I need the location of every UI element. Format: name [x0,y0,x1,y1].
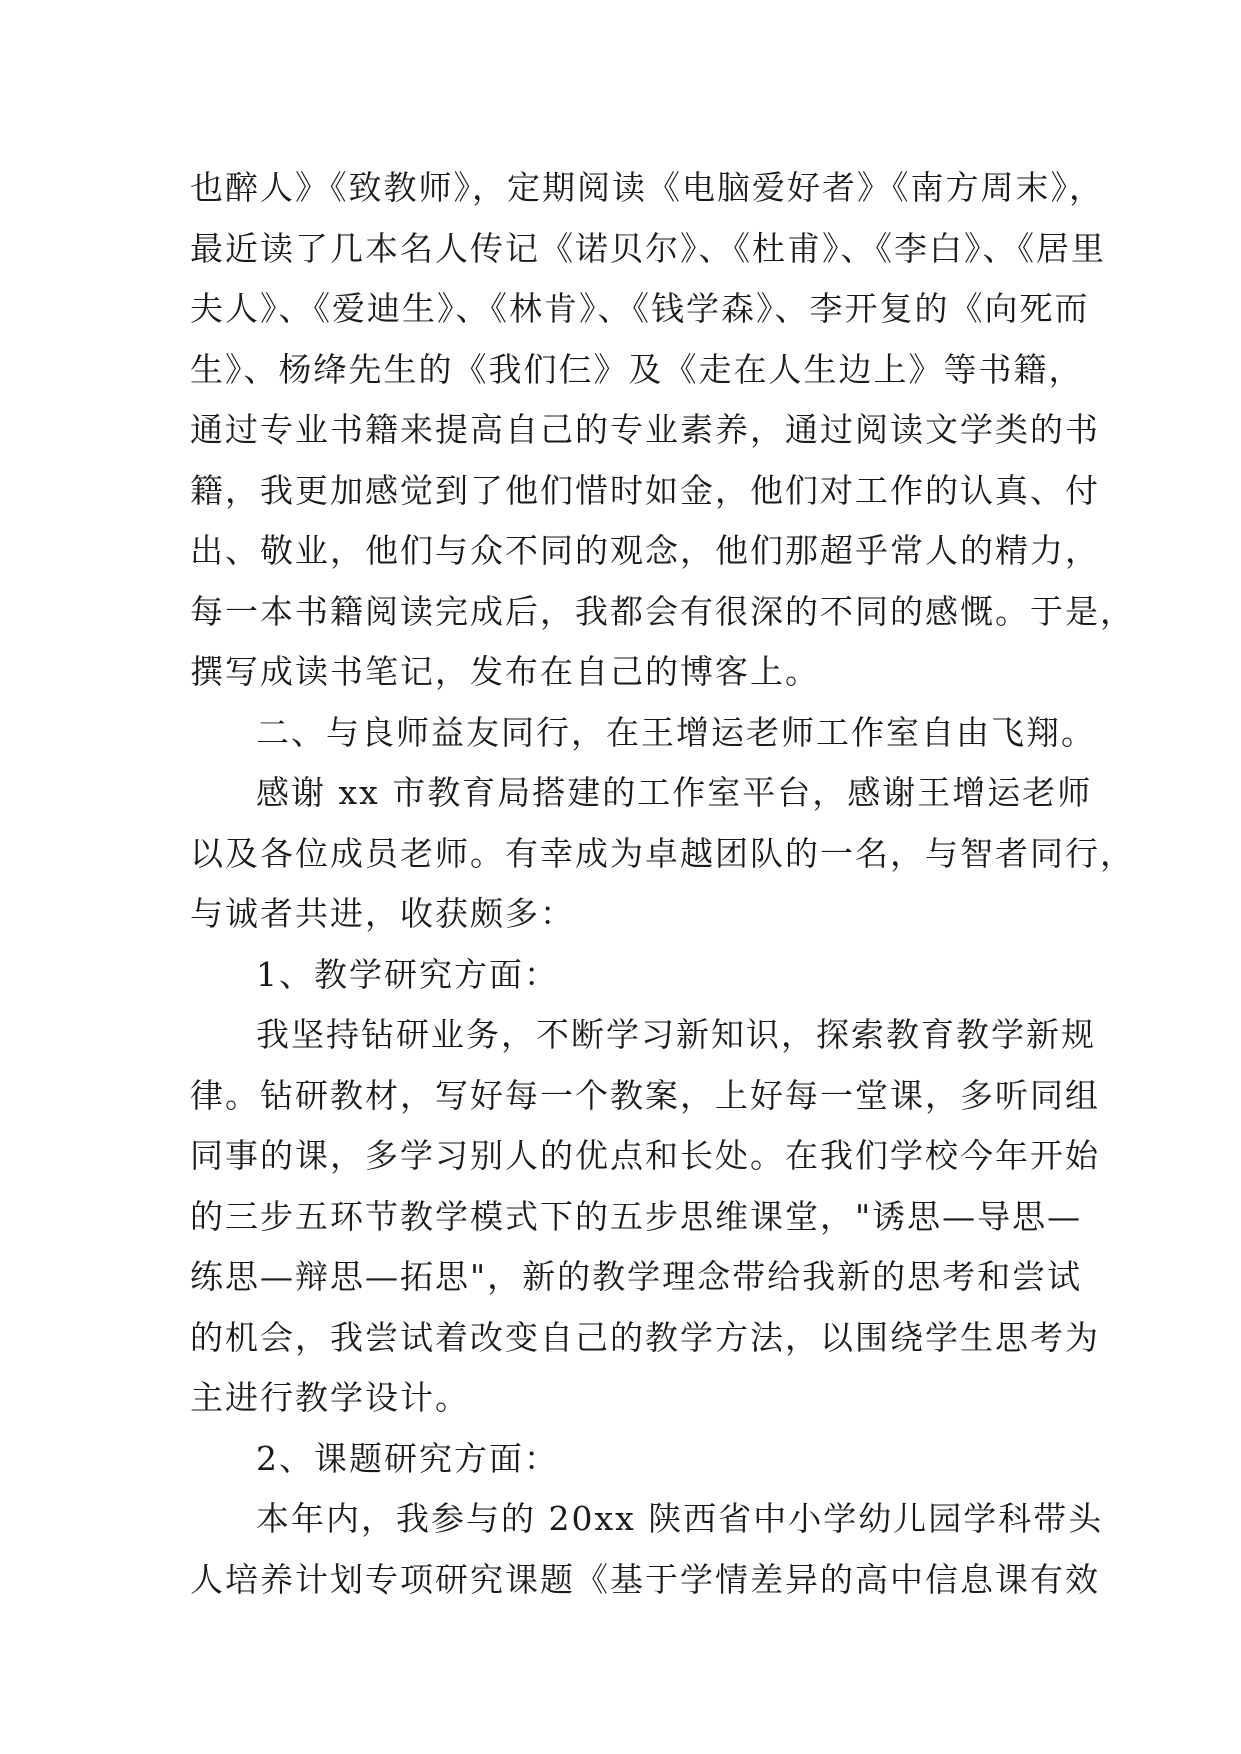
text-line: 我坚持钻研业务，不断学习新知识，探索教育教学新规 [256,1015,1096,1054]
body-text [190,158,1135,1610]
text-line: 出、敬业，他们与众不同的观念，他们那超乎常人的精力， [190,531,1100,570]
text-line: 律。钻研教材，写好每一个教案，上好每一堂课，多听同组 [190,1075,1100,1115]
text-line: 夫人》、《爱迪生》、《林肯》、《钱学森》、李开复的《向死而 [190,289,1090,328]
text-line: 同事的课，多学习别人的优点和长处。在我们学校今年开始 [190,1136,1100,1175]
text-line: 主进行教学设计。 [190,1378,470,1417]
text-line: 的三步五环节教学模式下的五步思维课堂，"诱思—导思— [190,1196,1083,1236]
text-line: 与诚者共进，收获颇多： [190,894,575,933]
text-line: 人培养计划专项研究课题《基于学情差异的高中信息课有效 [190,1559,1100,1599]
text-line: 2、课题研究方面： [256,1438,559,1478]
text-line: 的机会，我尝试着改变自己的教学方法，以围绕学生思考为 [190,1317,1100,1357]
text-line: 每一本书籍阅读完成后，我都会有很深的不同的感慨。于是， [190,591,1135,631]
text-line: 最近读了几本名人传记《诺贝尔》、《杜甫》、《李白》、《居里 [190,228,1106,268]
text-line: 二、与良师益友同行，在王增运老师工作室自由飞翔。 [256,712,1096,752]
text-line: 练思—辩思—拓思"，新的教学理念带给我新的思考和尝试 [190,1257,1083,1296]
text-line: 1、教学研究方面： [256,954,559,994]
text-line: 以及各位成员老师。有幸成为卓越团队的一名，与智者同行， [190,833,1135,873]
text-line: 撰写成读书笔记，发布在自己的博客上。 [190,652,820,691]
text-line: 本年内，我参与的 20xx 陕西省中小学幼儿园学科带头 [256,1499,1104,1538]
text-line: 也醉人》《致教师》，定期阅读《电脑爱好者》《南方周末》， [190,168,1104,207]
text-line: 籍，我更加感觉到了他们惜时如金，他们对工作的认真、付 [190,470,1100,510]
text-line: 通过专业书籍来提高自己的专业素养，通过阅读文学类的书 [190,410,1100,449]
text-line: 感谢 xx 市教育局搭建的工作室平台，感谢王增运老师 [256,773,1093,812]
text-line: 生》、杨绛先生的《我们仨》及《走在人生边上》等书籍， [190,349,1084,389]
